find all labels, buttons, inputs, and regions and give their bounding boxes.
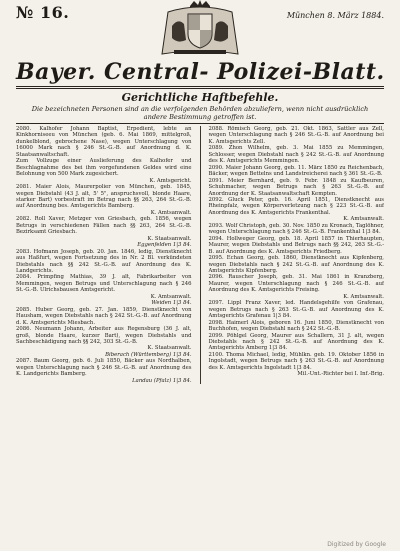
left-column <box>16 126 192 384</box>
authority-signature: K. Amtsgericht. <box>149 177 192 184</box>
warrant-entry: Zum Vollzuge einer Auslieferung des Kalhofer und Beschlagnahme des bei ihm vorgefundenen Geldes wird eine Belohnung von 500 Mark zugesichert. <box>16 158 192 178</box>
place-date-line: Weiden 1|3 84. <box>151 300 192 307</box>
authority-signature: K. Amtsanwalt. <box>150 209 192 216</box>
authority-signature: K. Amtsanwalt. <box>150 293 192 300</box>
warrant-entry: 2086. Neumann Johann, Arbeiter aus Regensburg (36 J. alt, groß, blonde Haare, kurzer Bart), wegen Diebstahls und Sachbeschädigung nach §§ 242, 303 St.-G.-B. <box>16 326 192 345</box>
masthead-rule <box>16 86 384 89</box>
place-date-line: Landau (Pfalz) 1|3 84. <box>132 377 192 384</box>
authority-signature: K. Staatsanwalt. <box>147 345 192 352</box>
authority-signature: Mil.-Unt.-Richter bei I. Inf.-Brig. <box>297 371 384 378</box>
section-title: Gerichtliche Haftbefehle. <box>121 91 279 104</box>
section-intro: Die bezeichneten Personen sind an die verfolgenden Behörden abzuliefern, wenn nicht ausdrücklich andere Bestimmung getroffen ist. <box>31 105 369 121</box>
watermark: Digitized by Google <box>327 541 386 548</box>
warrant-entry: 2084. Primpfing Mathias, 39 J. alt, Fabrikarbeiter von Memmingen, wegen Betrugs und Unterschlagung nach § 246 St.-G.-B. Ulrichsbausen Amtsgericht. <box>16 274 192 294</box>
place-date-line: Eggenfelden 1|3 84. <box>137 242 192 249</box>
warrant-entry: 2093. Wolf Christoph, geb. 30. Nov. 1850 zu Kronach, Taglöhner, wegen Unterschlagung nach § 246 St.-G.-B. Frankenthal 1|3 84. <box>208 222 384 236</box>
authority-signature: K. Staatsanwalt. <box>147 235 192 242</box>
warrant-entry: 2080. Kalhofer Johann Baptist, Erpedient, lebte an Kinkhorniseeu von München (geb. 6. Mai 1869, mittelgroß, dunkelblond, gebrochene Nase), wegen Unterschlagung von 16000 Mark nach § 246 St.-G.-B. auf Anordnung d. K. Staatsanwaltschaft. <box>16 126 192 158</box>
warrant-entry: 2092. Gluck Peter, geb. 16. April 1851, Dienstknecht aus Rheinpfalz, wegen Körperverletzung nach § 223 St.-G.-B. auf Anordnung des K. Amtsgerichts Frankenthal. <box>208 196 384 216</box>
warrant-entry: 2082. Roll Xaver, Metzger von Griesbach, geb. 1856, wegen Betrugs in verschiedenen Fällen nach §§ 263, 264 St.-G.-B. Bezirksamt Griesbach. <box>16 216 192 236</box>
authority-signature: K. Amtsanwalt. <box>343 293 384 300</box>
right-column <box>208 126 384 384</box>
warrant-entry: 2083. Hofmann Joseph, geb. 20. Jan. 1846, ledig, Dienstknecht aus Haßfurt, wegen Fortsetzung des in Nr. 2 Bl. verkündeten Diebstahls nach §§ 242 St.-G.-B. auf Anordnung des K. Landgerichts. <box>16 248 192 274</box>
coat-of-arms-icon <box>154 0 246 62</box>
text-columns <box>16 126 384 384</box>
warrant-entry: 2088. Römisch Georg, geb. 21. Okt. 1863, Sattler aus Zell, wegen Unterschlagung nach § 246 St.-G.-B. auf Anordnung bei K. Amtsgerichts Zell. <box>208 126 384 145</box>
warrant-entry: 2098. Haimerl Alois, geboren 16. Juni 1850, Dienstknecht von Buchhofen, wegen Diebstahl nach § 242 St.-G.-B. <box>208 319 384 333</box>
column-divider <box>200 126 201 384</box>
warrant-entry: 2089. Zhon Wilhelm, geb. 3. Mai 1855 zu Memmingen, Schlosser, wegen Diebstahl nach § 242 St.-G.-B. auf Anordnung des K. Amtsgerichts Memmingen. <box>208 145 384 165</box>
warrant-entry: 2094. Hollweger Georg, geb. 18. April 1857 in Thierhaupten, Maurer, wegen Diebstahls und Betrugs nach §§ 242, 263 St.-G.-B. auf Anordnung des K. Amtsgerichts Friedberg. <box>208 235 384 255</box>
warrant-entry: 2091. Meier Bernhard, geb. 9. Febr. 1848 zu Kaufbeuren, Schuhmacher, wegen Betrugs nach § 263 St.-G.-B. auf Anordnung der K. Staatsanwaltschaft Kempten. <box>208 177 384 197</box>
warrant-entry: 2087. Baum Georg, geb. 6. Juli 1850, Bäcker aus Nordhalben, wegen Unterschlagung nach § 246 St.-G.-B. auf Anordnung des K. Landgerichts Bamberg. <box>16 358 192 378</box>
dateline: München 8. März 1884. <box>286 11 384 20</box>
warrant-entry: 2097. Lippl Franz Xaver, led. Handelsgehilfe von Grafenau, wegen Betrugs nach § 263 St.-G.-B. auf Anordnung des K. Amtsgerichts Grafenau 1|3 84. <box>208 300 384 320</box>
authority-signature: K. Amtsanwalt. <box>343 216 384 223</box>
warrant-entry: 2090. Maier Johann Georg, geb. 11. März 1850 zu Reichenbach, Bäcker, wegen Bettelns und Landstreicherei nach § 361 St.-G.-B. <box>208 164 384 178</box>
warrant-entry: 2100. Thoma Michael, ledig, Mühlkn. geb. 19. Oktober 1856 in Ingolstadt, wegen Betrugs nach § 263 St.-G.-B. auf Anordnung des K. Amtsgerichts Ingolstadt 1|3 84. <box>208 351 384 371</box>
masthead-title: Bayer. Central- Polizei-Blatt. <box>16 59 385 85</box>
place-date-line: Biberach (Württemberg) 1|3 84. <box>105 351 192 358</box>
warrant-entry: 2081. Maier Alois, Maurerpolier von München, geb. 1845, wegen Diebstahl (43 J. alt, 5' 5", anspruchsvoll, blonde Haare, starker Bart) vorbestraft im Betrag nach §§ 263, 264 St.-G.-B. auf Anordnung bes. Amtsgerichts Bamberg. <box>16 184 192 210</box>
warrant-entry: 2095. Echan Georg, geb. 1860, Dienstknecht aus Kipfenberg, wegen Diebstahls nach § 242 St.-G.-B. auf Anordnung des K. Amtsgerichts Kipfenberg. <box>208 255 384 274</box>
warrant-entry: 2099. Pöhlgel Georg, Maurer aus Schallern, 31 J. alt, wegen Diebstahls nach § 242 St.-G.-B. auf Anordnung des K. Amtsgerichts Amberg 1|3 84. <box>208 332 384 352</box>
warrant-entry: 2096. Rauscher Joseph, geb. 31. Mai 1861 in Kranzberg, Maurer, wegen Unterschlagung nach § 246 St.-G.-B. auf Anordnung des K. Amtsgerichts Freising. <box>208 274 384 294</box>
section-rule <box>16 123 384 124</box>
warrant-entry: 2085. Huber Georg, geb. 27. Jan. 1859, Dienstknecht von Hausham, wegen Diebstahls nach § 242 St.-G.-B. auf Anordnung d. K. Amtsgerichts Miesbach. <box>16 306 192 326</box>
issue-number: № 16. <box>16 3 70 22</box>
